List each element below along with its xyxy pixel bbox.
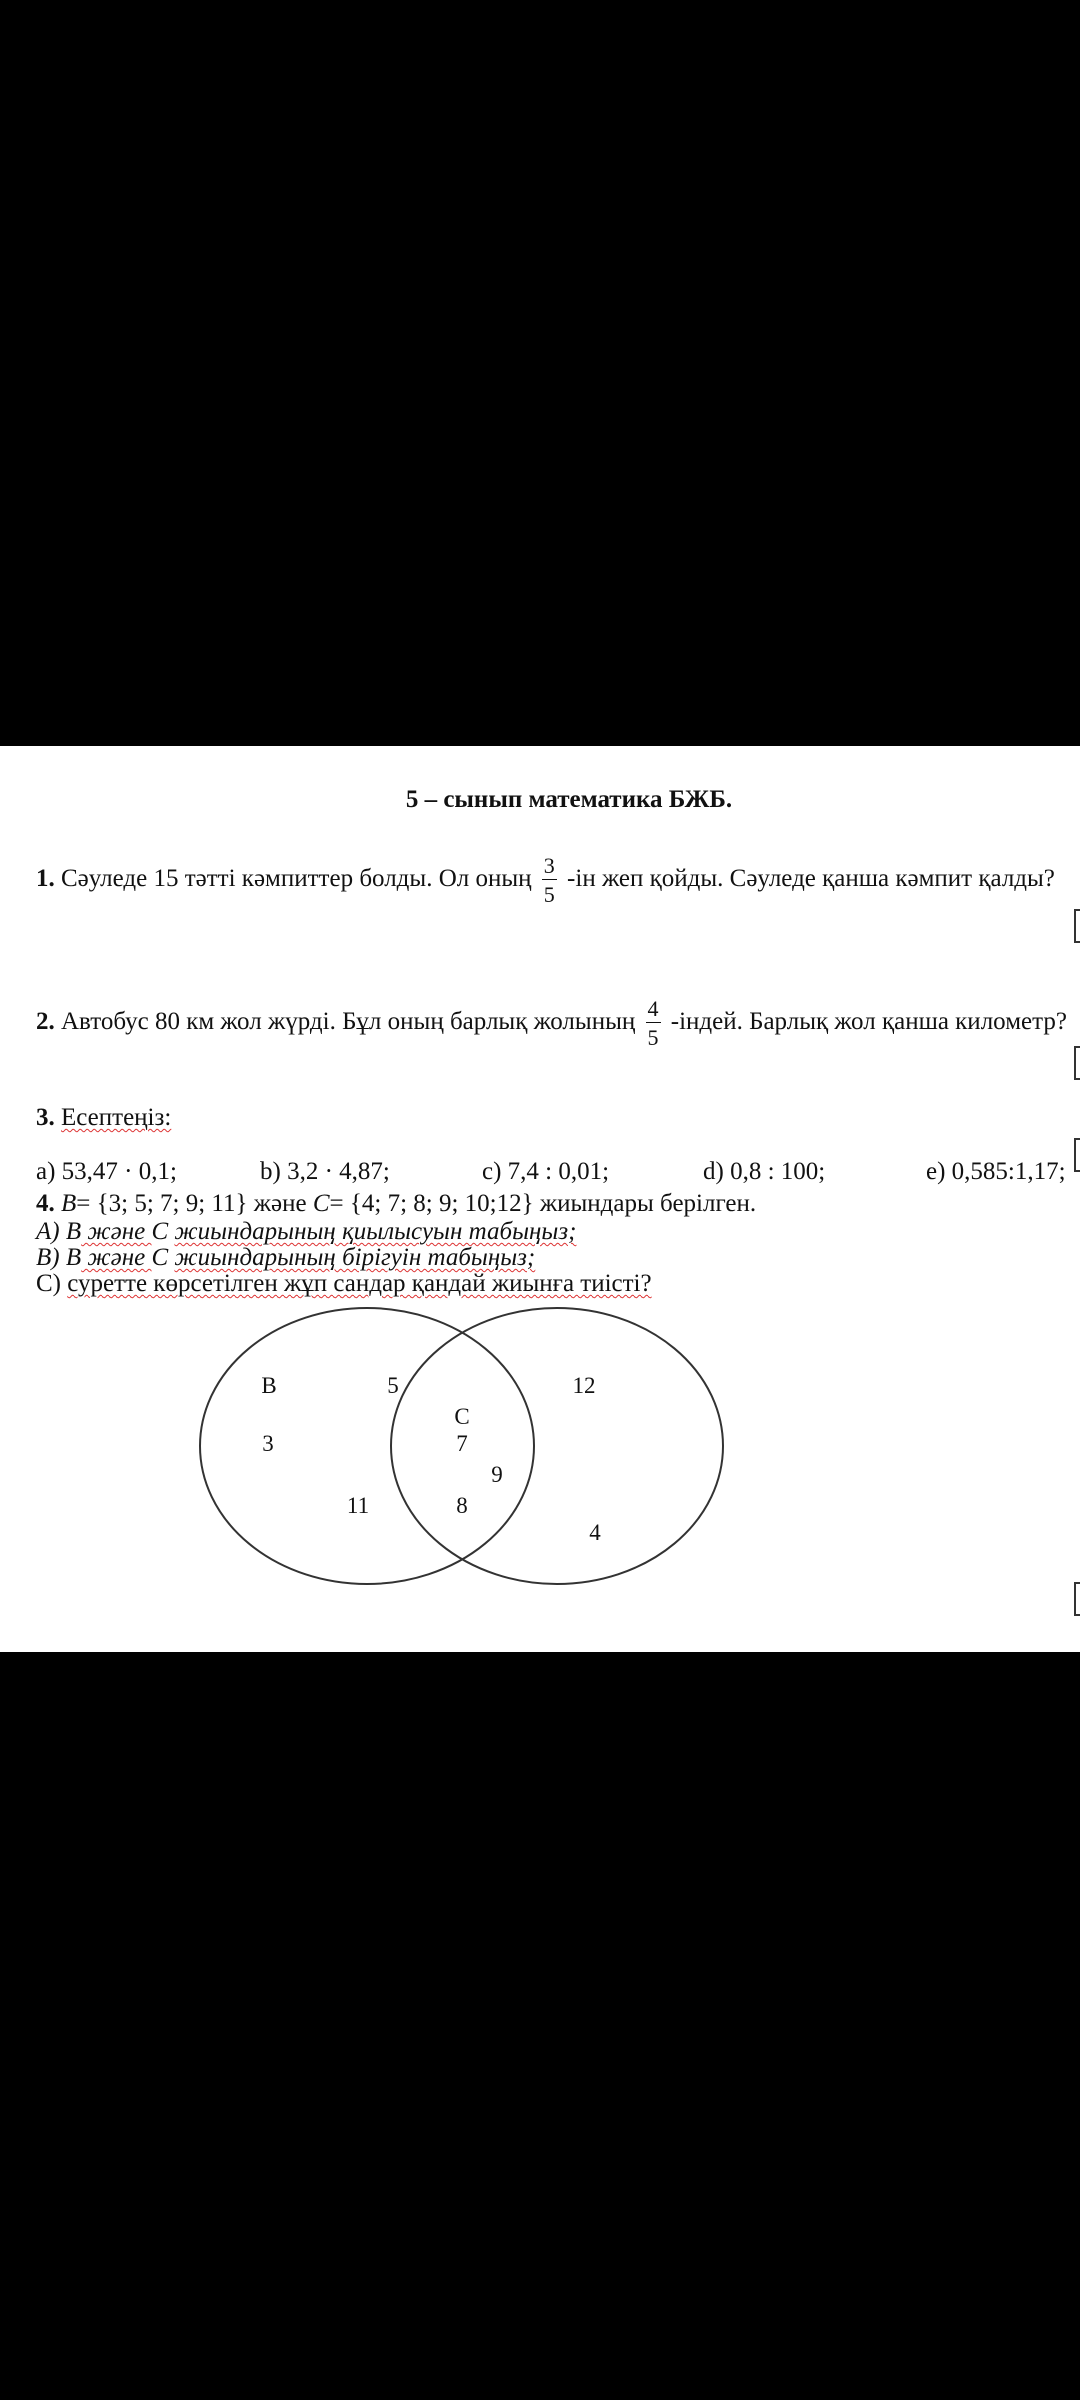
venn-number: 5 bbox=[387, 1373, 399, 1398]
question-text: Автобус 80 км жол жүрді. Бұл оның барлық жолының bbox=[61, 1008, 636, 1036]
label: жиындарының қиылысуын табыңыз; bbox=[174, 1218, 577, 1245]
set-c-ellipse bbox=[391, 1308, 723, 1584]
numerator: 3 bbox=[543, 853, 555, 878]
label: және bbox=[81, 1218, 152, 1245]
question-number: 2. bbox=[36, 1008, 55, 1036]
venn-number: 3 bbox=[262, 1431, 274, 1456]
exercise-b: b) 3,2 · 4,87; bbox=[260, 1158, 390, 1185]
set-c: = {4; 7; 8; 9; 10;12} жиындары берілген. bbox=[329, 1190, 757, 1217]
venn-number: 11 bbox=[346, 1493, 370, 1518]
denominator: 5 bbox=[543, 882, 555, 907]
venn-label-b: B bbox=[261, 1373, 277, 1398]
exercise-e: e) 0,585:1,17; bbox=[926, 1158, 1066, 1185]
bracket-mark bbox=[1074, 1582, 1080, 1616]
question-text: Сәуледе 15 тәтті кәмпиттер болды. Ол оның bbox=[61, 865, 532, 893]
venn-diagram bbox=[0, 746, 1080, 1652]
question-number: 3. bbox=[36, 1104, 55, 1131]
label: және bbox=[81, 1244, 152, 1271]
label: суретте көрсетілген жұп сандар қандай жиынға тиісті? bbox=[67, 1270, 652, 1297]
set-b-ellipse bbox=[200, 1308, 534, 1584]
label: A) B bbox=[36, 1218, 82, 1245]
denominator: 5 bbox=[647, 1025, 659, 1050]
page-title: 5 – сынып математика БЖБ. bbox=[405, 786, 733, 813]
venn-number: 4 bbox=[589, 1520, 601, 1545]
set-c-name: C bbox=[312, 1190, 330, 1217]
exercise-d: d) 0,8 : 100; bbox=[703, 1158, 826, 1185]
question-text: -ін жеп қойды. Сәуледе қанша кәмпит қалды? bbox=[567, 865, 1055, 893]
label: C) bbox=[36, 1270, 68, 1297]
question-text: Есептеңіз: bbox=[61, 1104, 172, 1131]
question-text: -індей. Барлық жол қанша километр? bbox=[670, 1008, 1067, 1036]
venn-number: 7 bbox=[456, 1431, 468, 1456]
set-b-name: B bbox=[61, 1190, 77, 1217]
set-b: = {3; 5; 7; 9; 11} және bbox=[76, 1190, 313, 1217]
label: жиындарының бірігуін табыңыз; bbox=[174, 1244, 536, 1271]
label: B) B bbox=[36, 1244, 82, 1271]
question-number: 1. bbox=[36, 865, 55, 893]
document-page bbox=[0, 746, 1080, 1652]
venn-number: 9 bbox=[491, 1462, 503, 1487]
venn-number: 12 bbox=[572, 1373, 596, 1398]
venn-number: 8 bbox=[456, 1493, 468, 1518]
label: C bbox=[151, 1244, 175, 1271]
numerator: 4 bbox=[647, 996, 659, 1021]
label: C bbox=[151, 1218, 175, 1245]
exercise-c: c) 7,4 : 0,01; bbox=[482, 1158, 610, 1185]
question-number: 4. bbox=[36, 1190, 55, 1217]
exercise-a: a) 53,47 · 0,1; bbox=[36, 1158, 177, 1185]
venn-label-c: C bbox=[454, 1404, 470, 1429]
